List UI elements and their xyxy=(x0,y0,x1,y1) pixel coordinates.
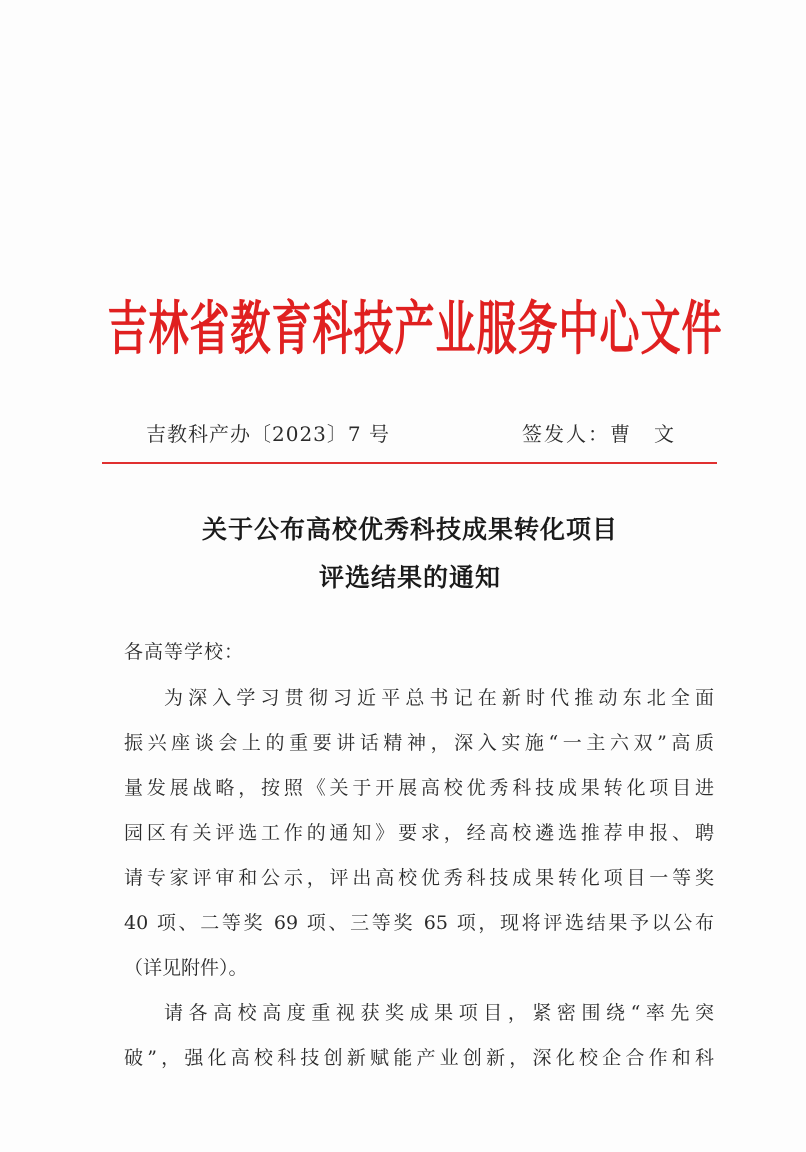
body-line: 量发展战略，按照《关于开展高校优秀科技成果转化项目进 xyxy=(124,777,714,799)
notice-title-line-1: 关于公布高校优秀科技成果转化项目 xyxy=(201,515,618,544)
notice-title-line-2: 评选结果的通知 xyxy=(318,563,501,592)
document-number: 吉教科产办〔2023〕7 号 xyxy=(146,422,390,446)
salutation: 各高等学校： xyxy=(124,641,245,663)
body-line: 园区有关评选工作的通知》要求，经高校遴选推荐申报、聘 xyxy=(124,822,714,844)
body-line: 40 项、二等奖 69 项、三等奖 65 项，现将评选结果予以公布 xyxy=(124,912,714,934)
body-line: 为深入学习贯彻习近平总书记在新时代推动东北全面 xyxy=(164,687,714,709)
body-line: 振兴座谈会上的重要讲话精神，深入实施“一主六双”高质 xyxy=(124,732,714,754)
issuer-signature: 签发人：曹 文 xyxy=(522,422,676,446)
org-header-title: 吉林省教育科技产业服务中心文件 xyxy=(107,296,723,363)
body-line: 请专家评审和公示，评出高校优秀科技成果转化项目一等奖 xyxy=(124,867,714,889)
red-divider-line xyxy=(102,462,717,464)
body-line: （详见附件）。 xyxy=(124,957,248,979)
body-line: 请各高校高度重视获奖成果项目，紧密围绕“率先突 xyxy=(164,1002,714,1024)
body-line: 破”，强化高校科技创新赋能产业创新，深化校企合作和科 xyxy=(124,1047,714,1069)
